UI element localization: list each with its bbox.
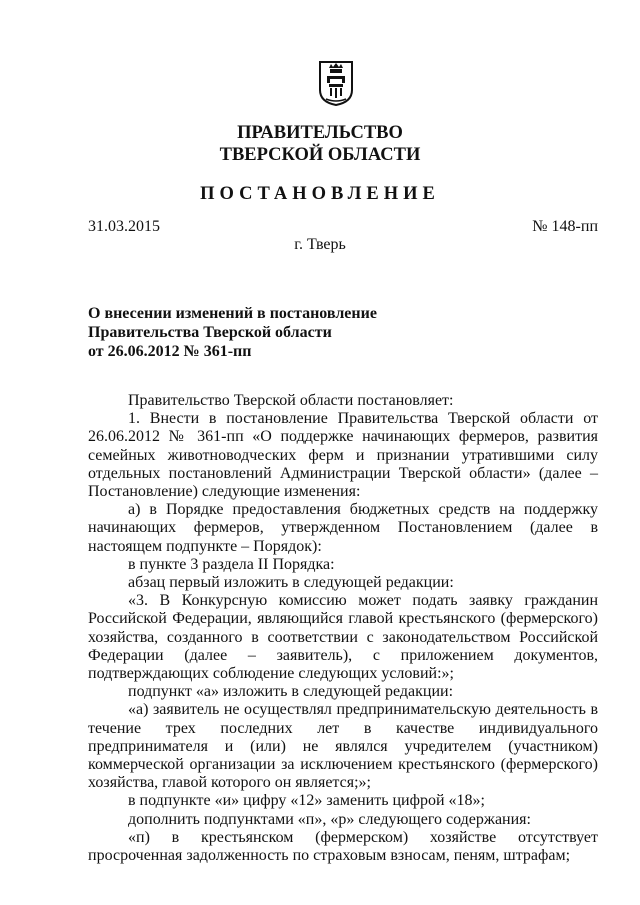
subject-line-1: О внесении изменений в постановление	[88, 305, 377, 322]
body-paragraph: Правительство Тверской области постановляет:	[128, 392, 454, 409]
body-paragraph: абзац первый изложить в следующей редакции:	[128, 574, 454, 592]
body-paragraph: в подпункте «и» цифру «12» заменить цифрой «18»;	[128, 792, 485, 810]
document-subject	[88, 304, 377, 361]
document-body	[88, 392, 598, 865]
org-line-1: ПРАВИТЕЛЬСТВО	[237, 123, 403, 143]
coat-of-arms-icon	[318, 60, 354, 106]
document-type: ПОСТАНОВЛЕНИЕ	[200, 184, 440, 204]
body-paragraph: дополнить подпунктами «п», «р» следующего содержания:	[128, 810, 531, 828]
document-date: 31.03.2015	[88, 218, 160, 235]
body-paragraph: в пункте 3 раздела II Порядка:	[128, 555, 335, 573]
body-paragraph: «п) в крестьянском (фермерском) хозяйстве отсутствует просроченная задолженность по страховым взносам, пеням, штрафам;	[88, 828, 598, 865]
subject-line-3: от 26.06.2012 № 361-пп	[88, 343, 252, 360]
subject-line-2: Правительства Тверской области	[88, 324, 332, 341]
body-paragraph: подпункт «а» изложить в следующей редакции:	[128, 683, 454, 701]
body-paragraph: «3. В Конкурсную комиссию может подать заявку гражданин Российской Федерации, являющийся главой крестьянского (фермерского) хозяйства, созданного в соответствии с законодательством Российской Федерации (далее – заявитель), с приложением документов, подтверждающих соблюдение следующих условий:»;	[88, 592, 598, 683]
body-paragraph: а) в Порядке предоставления бюджетных средств на поддержку начинающих фермеров, утвержденном Постановлением (далее в настоящем подпункте – Порядок):	[88, 501, 598, 555]
document-city: г. Тверь	[294, 236, 346, 253]
document-number: № 148-пп	[532, 218, 598, 235]
body-paragraph: «а) заявитель не осуществлял предпринимательскую деятельность в течение трех последних лет в качестве индивидуального предпринимателя и (или) не являлся учредителем (участником) коммерческой организации за исключением крестьянского (фермерского) хозяйства, главой которого он является;»;	[88, 701, 598, 792]
organization-name	[0, 122, 640, 166]
body-paragraph: 1. Внести в постановление Правительства Тверской области от 26.06.2012 № 361-пп «О поддержке начинающих фермеров, развития семейных животноводческих ферм и признании утратившими силу отдельных постановлений Администрации Тверской области» (далее – Постановление) следующие изменения:	[88, 410, 598, 501]
org-line-2: ТВЕРСКОЙ ОБЛАСТИ	[219, 145, 421, 165]
